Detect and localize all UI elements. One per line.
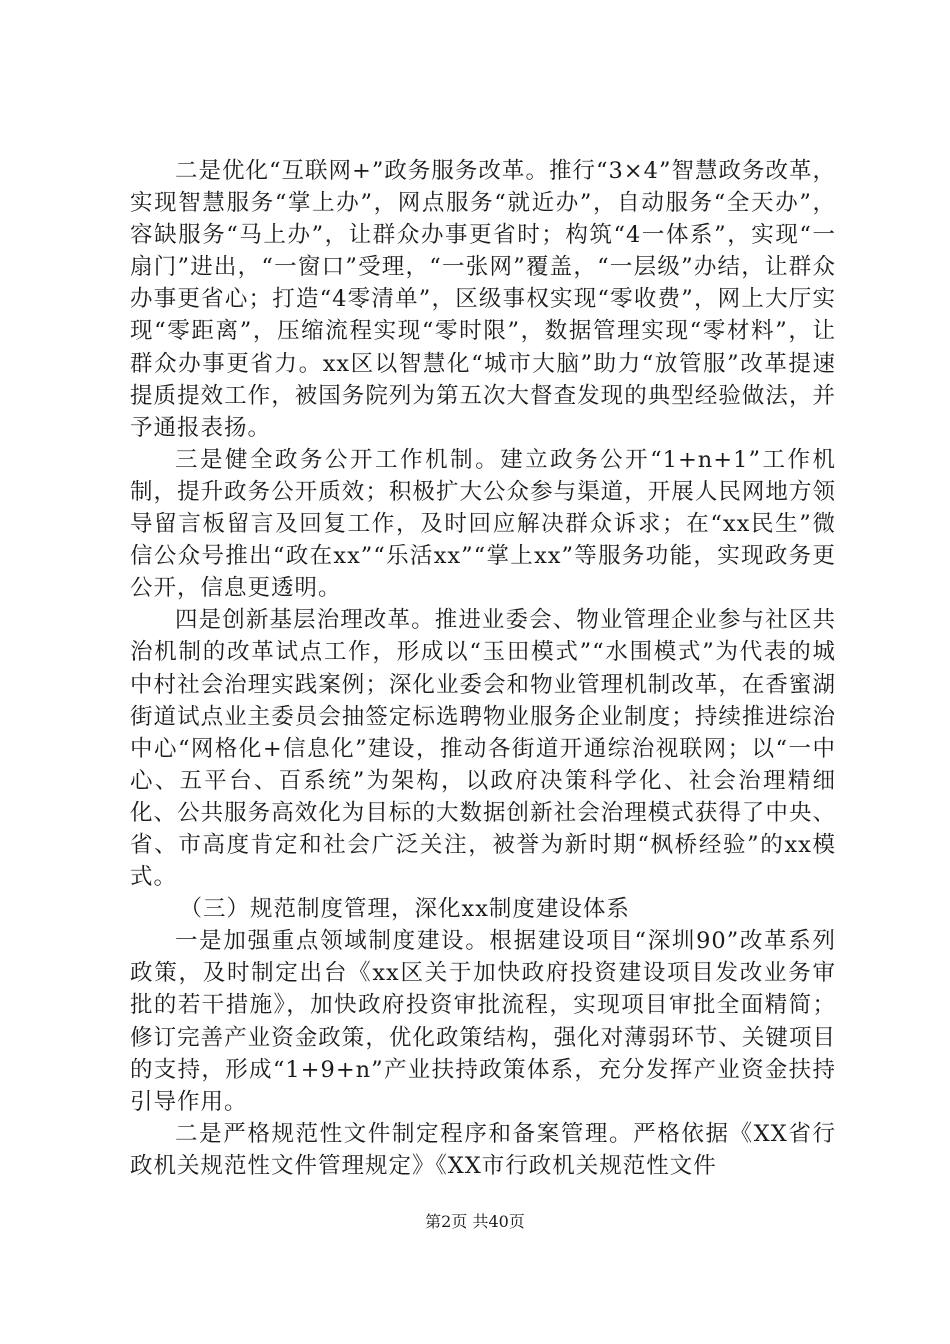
paragraph-normative-documents: 二是严格规范性文件制定程序和备案管理。严格依据《XX省行政机关规范性文件管理规定》《XX市行政机关规范性文件 (130, 1120, 836, 1179)
document-body (130, 155, 836, 1182)
paragraph-government-openness: 三是健全政务公开工作机制。建立政务公开“1+n+1”工作机制，提升政务公开质效；积极扩大公众参与渠道，开展人民网地方领导留言板留言及回复工作，及时回应解决群众诉求；在“xx民生”微信公众号推出“政在xx”“乐活xx”“掌上xx”等服务功能，实现政务更公开，信息更透明。 (130, 446, 836, 602)
page-footer (0, 1212, 950, 1232)
page-indicator: 第2页 共40页 (425, 1212, 525, 1231)
section-heading-system-management: （三）规范制度管理，深化xx制度建设体系 (179, 896, 630, 923)
paragraph-key-area-system-building: 一是加强重点领域制度建设。根据建设项目“深圳90”改革系列政策，及时制定出台《xx区关于加快政府投资建设项目发改业务审批的若干措施》，加快政府投资审批流程，实现项目审批全面精简；修订完善产业资金政策，优化政策结构，强化对薄弱环节、关键项目的支持，形成“1+9+n”产业扶持政策体系，充分发挥产业资金扶持引导作用。 (130, 928, 836, 1115)
paragraph-grassroots-governance: 四是创新基层治理改革。推进业委会、物业管理企业参与社区共治机制的改革试点工作，形成以“玉田模式”“水围模式”为代表的城中村社会治理实践案例；深化业委会和物业管理机制改革，在香蜜湖街道试点业主委员会抽签定标选聘物业服务企业制度；持续推进综治中心“网格化+信息化”建设，推动各街道开通综治视联网；以“一中心、五平台、百系统”为架构，以政府决策科学化、社会治理精细化、公共服务高效化为目标的大数据创新社会治理模式获得了中央、省、市高度肯定和社会广泛关注，被誉为新时期“枫桥经验”的xx模式。 (130, 607, 836, 891)
paragraph-internet-plus-reform: 二是优化“互联网+”政务服务改革。推行“3×4”智慧政务改革，实现智慧服务“掌上办”，网点服务“就近办”，自动服务“全天办”，容缺服务“马上办”，让群众办事更省时；构筑“4一体系”，实现“一扇门”进出，“一窗口”受理，“一张网”覆盖，“一层级”办结，让群众办事更省心；打造“4零清单”，区级事权实现“零收费”，网上大厅实现“零距离”，压缩流程实现“零时限”，数据管理实现“零材料”，让群众办事更省力。xx区以智慧化“城市大脑”助力“放管服”改革提速提质提效工作，被国务院列为第五次大督查发现的典型经验做法，并予通报表扬。 (130, 158, 836, 441)
